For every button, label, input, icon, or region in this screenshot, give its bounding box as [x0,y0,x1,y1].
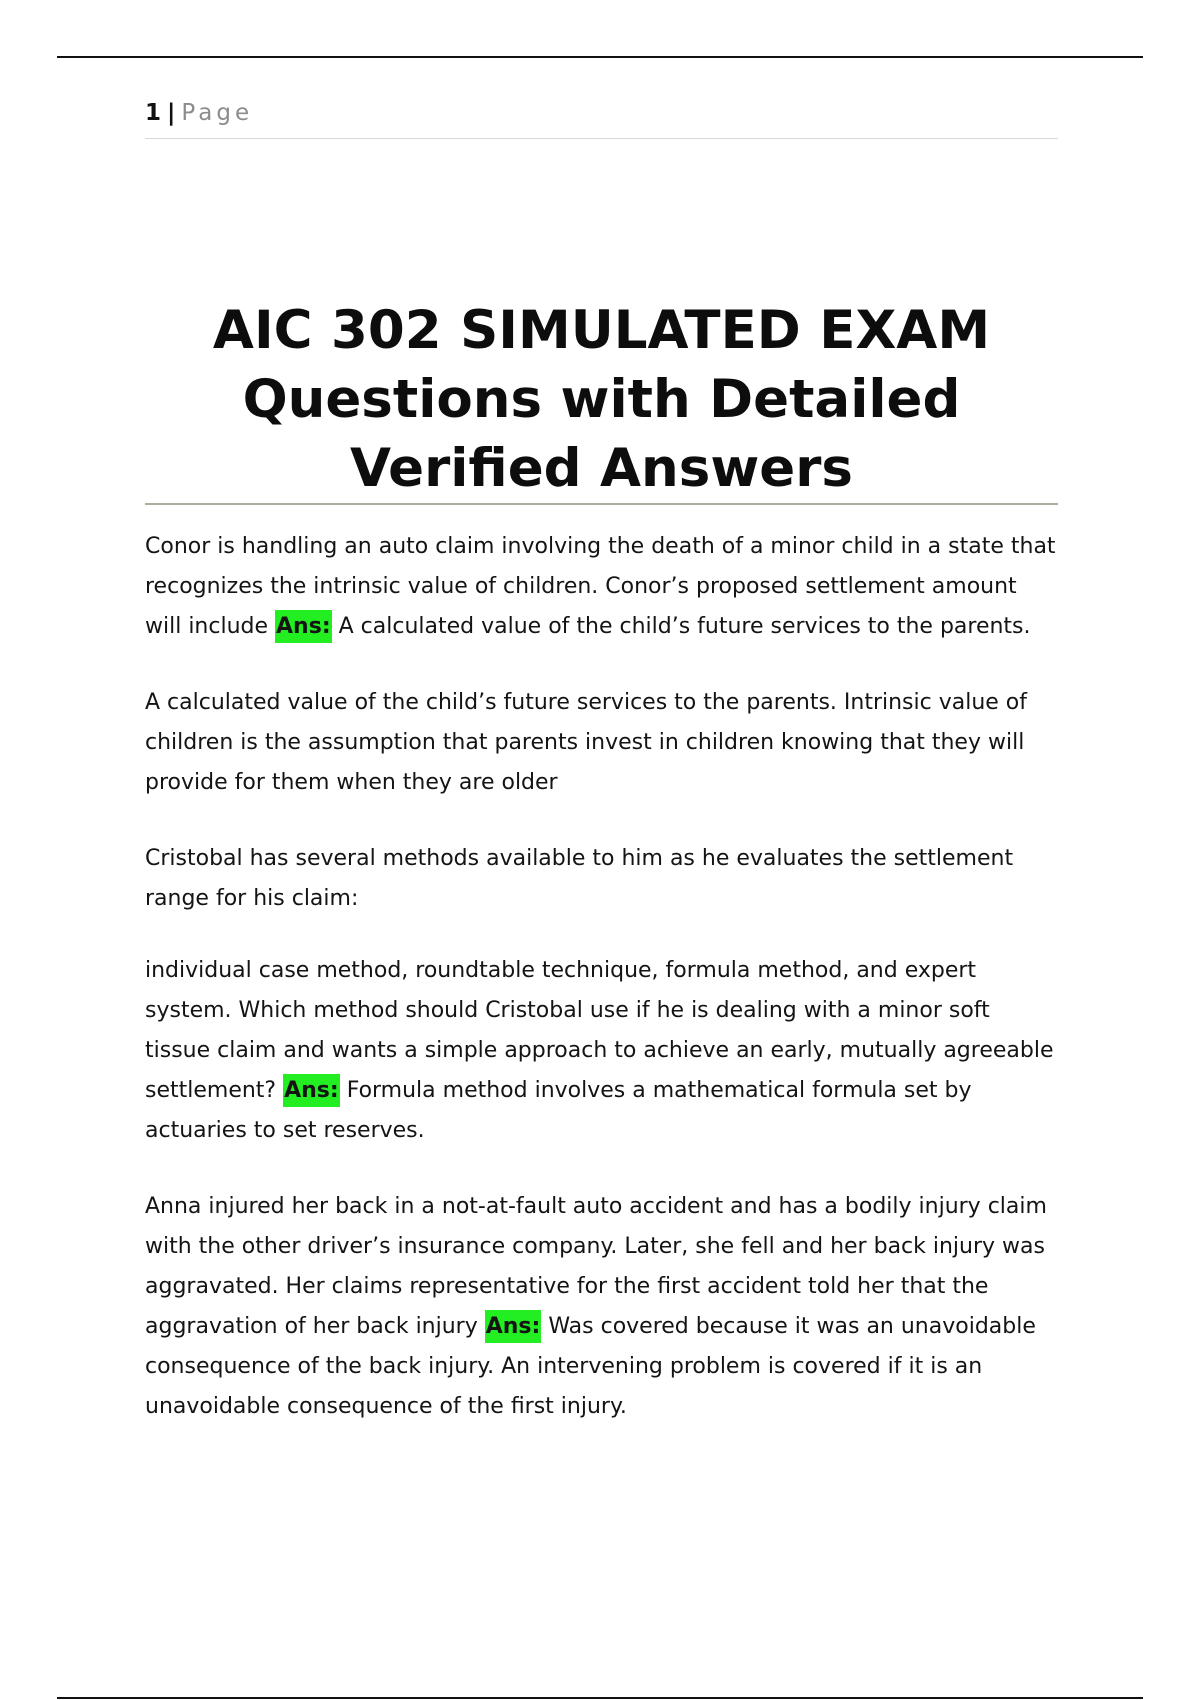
answer-marker: Ans: [283,1074,340,1107]
title-divider [145,503,1058,505]
answer-text: Formula method involves a mathematical formula set by actuaries to set reserves. [145,1078,972,1143]
explanation-paragraph: A calculated value of the child’s future services to the parents. Intrinsic value of children is the assumption that parents invest in children knowing that they will provide for them when they are older [145,690,1027,795]
question-text: individual case method, roundtable technique, formula method, and expert system. Which method should Cristobal use if he is dealing with a minor soft tissue claim and wants a simple approach to achieve an early, mutually agreeable settlement? [145,958,1054,1103]
answer-marker: Ans: [485,1310,542,1343]
page-separator: | [167,100,176,126]
page-top-border [57,56,1143,58]
qa-paragraph-anna [145,1187,1058,1427]
question-text: Conor is handling an auto claim involving the death of a minor child in a state that recognizes the intrinsic value of children. Conor’s proposed settlement amount will include [145,534,1056,639]
question-intro-paragraph: Cristobal has several methods available to him as he evaluates the settlement range for his claim: [145,846,1014,911]
qa-paragraph-conor [145,527,1058,647]
document-body [145,527,1058,1463]
page-bottom-border [57,1697,1143,1699]
page-number: 1 [145,100,162,126]
document-title: AIC 302 SIMULATED EXAM Questions with Detailed Verified Answers [212,300,991,499]
page-header [145,98,1058,139]
qa-paragraph-cristobal [145,951,1058,1151]
answer-text: Was covered because it was an unavoidable consequence of the back injury. An intervening problem is covered if it is an unavoidable consequence of the first injury. [145,1314,1036,1419]
answer-text: A calculated value of the child’s future services to the parents. [331,614,1031,639]
page-label: Page [181,100,254,126]
question-text: Anna injured her back in a not-at-fault auto accident and has a bodily injury claim with the other driver’s insurance company. Later, she fell and her back injury was aggravated. Her claims representative for the first accident told her that the aggravation of her back injury [145,1194,1047,1339]
answer-marker: Ans: [275,610,332,643]
